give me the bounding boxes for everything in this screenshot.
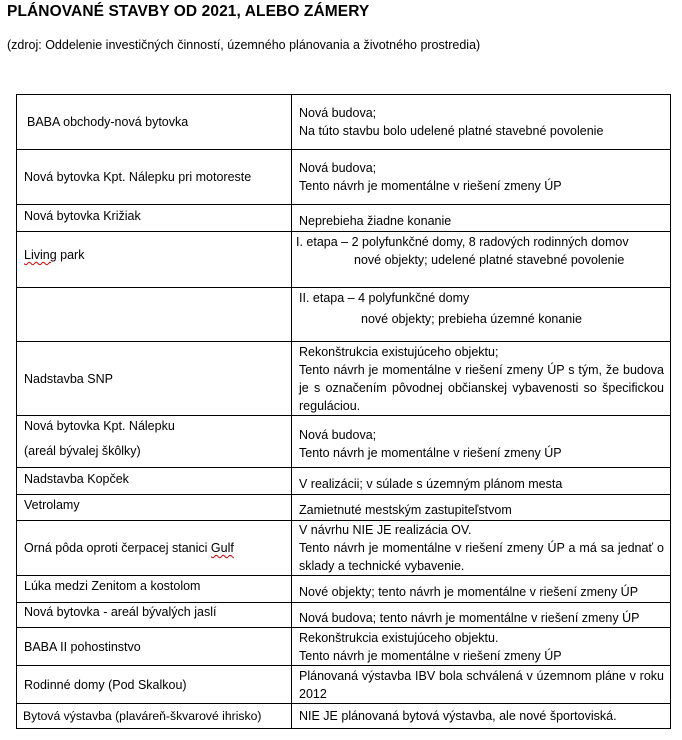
- status-line: Nové objekty; tento návrh je momentálne v riešení zmeny ÚP: [299, 585, 639, 599]
- status-line: NIE JE plánovaná bytová výstavba, ale nové športoviská.: [299, 709, 617, 723]
- table-row: [17, 232, 671, 288]
- table-row: [17, 150, 671, 205]
- status-line: Nová budova;: [299, 106, 377, 120]
- project-name-cell: [17, 205, 292, 232]
- status-line: Tento návrh je momentálne v riešení zmeny ÚP a má sa jednať o sklady a technické vybavenie.: [299, 541, 664, 573]
- status-line: Nová budova; tento návrh je momentálne v riešení zmeny ÚP: [299, 611, 640, 625]
- project-name-cell: [17, 95, 292, 150]
- project-status-cell: [292, 95, 671, 150]
- status-line: Zamietnuté mestským zastupiteľstvom: [299, 503, 512, 517]
- source-note: (zdroj: Oddelenie investičných činností, územného plánovania a životného prostredia): [7, 38, 481, 52]
- project-name-cell: [17, 576, 292, 603]
- project-name-part: Orná pôda oproti čerpacej stanici: [24, 541, 211, 555]
- project-status-cell: [292, 521, 671, 576]
- project-name-cell: [17, 416, 292, 468]
- project-status-cell: [292, 666, 671, 704]
- table-row: [17, 666, 671, 704]
- project-name: (areál bývalej škôlky): [24, 444, 141, 458]
- status-line: Rekonštrukcia existujúceho objektu;: [299, 345, 499, 359]
- status-line: V návrhu NIE JE realizácia OV.: [299, 523, 472, 537]
- status-line: Tento návrh je momentálne v riešení zmeny ÚP: [299, 648, 562, 663]
- table-row: [17, 704, 671, 729]
- status-line: I. etapa – 2 polyfunkčné domy, 8 radových rodinných domov: [296, 235, 629, 249]
- project-name-cell: [17, 232, 292, 288]
- project-status-cell: [292, 468, 671, 495]
- project-name: BABA II pohostinstvo: [24, 639, 141, 654]
- project-name: Nová bytovka Križiak: [24, 209, 141, 223]
- project-status-cell: [292, 288, 671, 342]
- project-name-cell: [17, 603, 292, 628]
- projects-table: [16, 94, 671, 729]
- document-title: PLÁNOVANÉ STAVBY OD 2021, ALEBO ZÁMERY: [7, 3, 370, 20]
- status-line: nové objekty; prebieha územné konanie: [361, 312, 582, 326]
- project-name: Lúka medzi Zenitom a kostolom: [24, 579, 201, 593]
- project-name: [24, 246, 285, 264]
- project-name: BABA obchody-nová bytovka: [27, 115, 189, 129]
- table-row: [17, 95, 671, 150]
- project-status-cell: [292, 205, 671, 232]
- project-name-cell: [17, 342, 292, 416]
- spellcheck-word: Gulf: [210, 541, 234, 555]
- project-name: Nadstavba SNP: [24, 371, 113, 386]
- project-status-cell: [292, 232, 671, 288]
- project-name-cell: [17, 150, 292, 205]
- status-line: Rekonštrukcia existujúceho objektu.: [299, 630, 499, 645]
- table-row: [17, 603, 671, 628]
- status-line: Tento návrh je momentálne v riešení zmeny ÚP s tým, že budova je s označením pôvodnej občianskej vybavenosti so špecifickou reguláciou.: [299, 363, 664, 413]
- project-name: Rodinné domy (Pod Skalkou): [24, 677, 187, 692]
- project-name: Nová bytovka Kpt. Nálepku pri motoreste: [24, 170, 252, 184]
- status-line: Neprebieha žiadne konanie: [299, 214, 452, 228]
- project-name-cell: [17, 521, 292, 576]
- table-row: [17, 416, 671, 468]
- project-name-cell: [17, 666, 292, 704]
- project-name: [24, 539, 285, 557]
- project-name-cell: [17, 628, 292, 666]
- status-line: V realizácii; v súlade s územným plánom mesta: [299, 477, 563, 491]
- status-line: Tento návrh je momentálne v riešení zmeny ÚP: [299, 446, 562, 460]
- project-name-cell: [17, 288, 292, 342]
- project-name: Nová bytovka Kpt. Nálepku: [24, 419, 175, 433]
- table-row: [17, 468, 671, 495]
- table-row: [17, 576, 671, 603]
- project-status-cell: [292, 416, 671, 468]
- project-name: Nová bytovka - areál bývalých jaslí: [24, 605, 217, 619]
- status-line: Nová budova;: [299, 161, 377, 175]
- table-row: [17, 288, 671, 342]
- project-name: Nadstavba Kopček: [24, 472, 129, 486]
- table-row: [17, 628, 671, 666]
- status-line: Nová budova;: [299, 428, 377, 442]
- project-status-cell: [292, 495, 671, 521]
- project-status-cell: [292, 704, 671, 729]
- project-name-cell: [17, 704, 292, 729]
- status-line: Tento návrh je momentálne v riešení zmeny ÚP: [299, 179, 562, 193]
- project-status-cell: [292, 576, 671, 603]
- table-row: [17, 495, 671, 521]
- project-name: Vetrolamy: [24, 498, 80, 512]
- table-row: [17, 521, 671, 576]
- project-status-cell: [292, 342, 671, 416]
- project-status-cell: [292, 628, 671, 666]
- table-row: [17, 342, 671, 416]
- status-line: II. etapa – 4 polyfunkčné domy: [299, 291, 470, 305]
- status-line: nové objekty; udelené platné stavebné povolenie: [354, 253, 625, 267]
- status-line: Na túto stavbu bolo udelené platné stavebné povolenie: [299, 124, 604, 138]
- table-row: [17, 205, 671, 232]
- project-name-part: park: [56, 248, 85, 262]
- status-line: Plánovaná výstavba IBV bola schválená v územnom pláne v roku 2012: [299, 668, 664, 701]
- project-name-cell: [17, 468, 292, 495]
- project-name-cell: [17, 495, 292, 521]
- project-status-cell: [292, 603, 671, 628]
- project-status-cell: [292, 150, 671, 205]
- spellcheck-word: Living: [24, 248, 57, 262]
- project-name: Bytová výstavba (plaváreň-škvarové ihrisko): [23, 709, 262, 723]
